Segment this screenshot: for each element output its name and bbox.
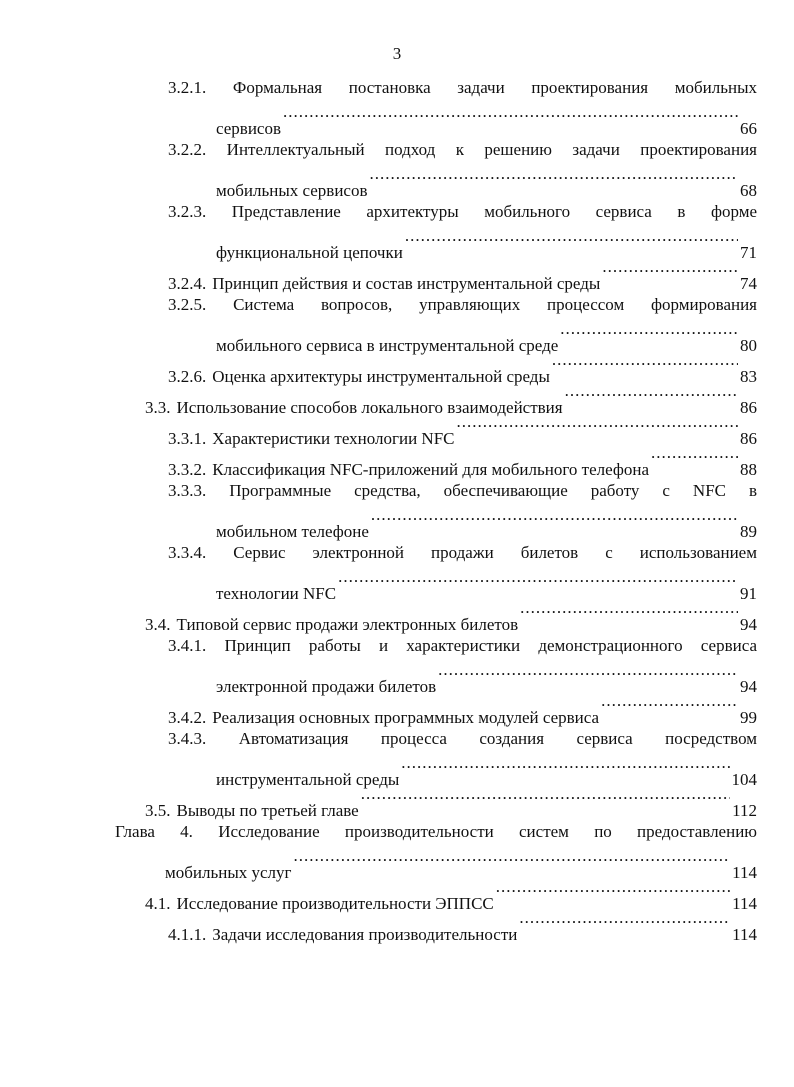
toc-entry-title: Автоматизация процесса создания сервиса посредством — [238, 729, 757, 748]
toc-entry-number: 3.4.1. — [168, 636, 207, 655]
toc-page-number: 112 — [732, 801, 757, 820]
toc-entry-line — [115, 847, 757, 882]
toc-page-number: 114 — [732, 894, 757, 913]
toc-entry-title: Принцип работы и характеристики демонстрационного сервиса — [224, 636, 757, 655]
toc-entry[interactable] — [145, 599, 757, 634]
toc-entry[interactable] — [168, 475, 757, 541]
toc-entry-title: Выводы по третьей главе — [176, 801, 359, 820]
dot-leader — [552, 351, 738, 382]
toc-entry-title: Принцип действия и состав инструментальной среды — [212, 274, 601, 293]
dot-leader — [560, 320, 738, 351]
toc-entry-number: 3.2.1. — [168, 78, 207, 97]
toc-entry-line — [168, 692, 757, 727]
toc-entry-line — [168, 413, 757, 448]
dot-leader — [651, 444, 738, 475]
dot-leader — [401, 754, 729, 785]
page-number: 3 — [392, 44, 402, 63]
dot-leader — [520, 599, 738, 630]
toc-page-number: 94 — [740, 615, 757, 634]
toc-entry-number: 3.3.2. — [168, 460, 207, 479]
toc-entry-title: технологии NFC — [216, 584, 337, 603]
dot-leader — [294, 847, 731, 878]
toc-entry-number: 3.2.5. — [168, 295, 207, 314]
toc-entry[interactable] — [168, 444, 757, 479]
toc-entry-line — [168, 134, 757, 165]
toc-entry-title: Система вопросов, управляющих процессом формирования — [233, 295, 757, 314]
toc-page-number: 86 — [740, 429, 757, 448]
toc-entry-number: 4.1.1. — [168, 925, 207, 944]
dot-leader — [371, 506, 738, 537]
toc-entry-line — [168, 909, 757, 944]
toc-entry-title: Интеллектуальный подход к решению задачи проектирования — [226, 140, 757, 159]
toc-page-number: 71 — [740, 243, 757, 262]
toc-entry-line — [168, 320, 757, 355]
toc-entry-line — [168, 351, 757, 386]
toc-entry-number: 3.3.4. — [168, 543, 207, 562]
toc-entry-line — [145, 785, 757, 820]
toc-entry-title: Исследование производительности систем по предоставлению — [218, 822, 757, 841]
toc-page-number: 74 — [740, 274, 757, 293]
toc-entry-number: 3.3.3. — [168, 481, 207, 500]
toc-page-number: 94 — [740, 677, 757, 696]
toc-entry-line — [168, 289, 757, 320]
toc-entry-title: электронной продажи билетов — [216, 677, 437, 696]
dot-leader — [370, 165, 738, 196]
toc-page-number: 89 — [740, 522, 757, 541]
toc-entry-line — [168, 630, 757, 661]
toc-entry-title: Реализация основных программных модулей сервиса — [212, 708, 600, 727]
toc-entry-line — [168, 196, 757, 227]
toc-entry-title: Характеристики технологии NFC — [212, 429, 455, 448]
toc-entry-title: мобильных услуг — [165, 863, 292, 882]
dot-leader — [519, 909, 730, 940]
toc-entry-number: 3.5. — [145, 801, 171, 820]
toc-entry-line — [145, 599, 757, 634]
toc-entry-number: 3.2.3. — [168, 202, 207, 221]
toc-entry-number: 3.4. — [145, 615, 171, 634]
toc-page-number: 66 — [740, 119, 757, 138]
toc-entry-line — [168, 754, 757, 789]
toc-entry-line — [168, 475, 757, 506]
toc-entry[interactable] — [145, 382, 757, 417]
toc-page-number: 88 — [740, 460, 757, 479]
toc-entry-title: Программные средства, обеспечивающие работу с NFC в — [229, 481, 757, 500]
toc-entry-title: Классификация NFC-приложений для мобильного телефона — [212, 460, 650, 479]
toc-entry[interactable] — [168, 630, 757, 696]
toc-page-number: 104 — [731, 770, 757, 789]
toc-entry-number: 3.4.3. — [168, 729, 207, 748]
toc-entry[interactable] — [168, 289, 757, 355]
toc-entry-title: сервисов — [216, 119, 281, 138]
toc-entry[interactable] — [168, 413, 757, 448]
dot-leader — [438, 661, 738, 692]
dot-leader — [602, 258, 738, 289]
toc-entry-title: Представление архитектуры мобильного сервиса в форме — [231, 202, 758, 221]
toc-entry-line — [168, 103, 757, 138]
toc-page-number: 86 — [740, 398, 757, 417]
toc-entry[interactable] — [168, 72, 758, 138]
toc-entry-number: 3.2.4. — [168, 274, 207, 293]
toc-entry-line — [168, 165, 757, 200]
toc-entry[interactable] — [145, 878, 757, 913]
toc-page-number: 68 — [740, 181, 757, 200]
toc-entry-title: мобильного сервиса в инструментальной среде — [216, 336, 559, 355]
toc-page-number: 91 — [740, 584, 757, 603]
toc-entry-line — [115, 816, 757, 847]
toc-entry-title: мобильном телефоне — [216, 522, 369, 541]
toc-entry[interactable] — [168, 196, 758, 262]
toc-page-number: 114 — [732, 863, 757, 882]
toc-entry-line — [168, 723, 757, 754]
toc-entry-line — [168, 661, 757, 696]
toc-entry-title: Сервис электронной продажи билетов с использованием — [233, 543, 757, 562]
dot-leader — [601, 692, 738, 723]
toc-entry-number: Глава 4. — [115, 822, 193, 841]
dot-leader — [283, 103, 738, 134]
dot-leader — [457, 413, 739, 444]
toc-entry[interactable] — [168, 537, 757, 603]
toc-entry-line — [145, 382, 757, 417]
toc-entry-number: 3.3.1. — [168, 429, 207, 448]
toc-entry-line — [168, 537, 757, 568]
toc-entry-number: 4.1. — [145, 894, 171, 913]
toc-entry-title: Оценка архитектуры инструментальной среды — [212, 367, 550, 386]
toc-entry-line — [168, 72, 757, 103]
toc-entry-title: Формальная постановка задачи проектирования мобильных — [232, 78, 758, 97]
toc-entry[interactable] — [168, 351, 757, 386]
dot-leader — [496, 878, 730, 909]
toc-entry[interactable] — [168, 909, 757, 944]
toc-entry-title: Использование способов локального взаимодействия — [176, 398, 563, 417]
toc-entry-title: Задачи исследования производительности — [212, 925, 518, 944]
toc-entry-title: инструментальной среды — [216, 770, 400, 789]
toc-entry[interactable] — [115, 816, 757, 882]
toc-entry-number: 3.2.2. — [168, 140, 207, 159]
toc-entry-number: 3.4.2. — [168, 708, 207, 727]
toc-entry-number: 3.3. — [145, 398, 171, 417]
toc-entry-title: Исследование производительности ЭППСС — [176, 894, 494, 913]
toc-entry-line — [168, 258, 757, 293]
dot-leader — [361, 785, 730, 816]
toc-entry-title: функциональной цепочки — [216, 243, 403, 262]
toc-entry-line — [168, 227, 757, 262]
dot-leader — [405, 227, 738, 258]
toc-page-number: 99 — [740, 708, 757, 727]
toc-page-number: 80 — [740, 336, 757, 355]
toc-entry-line — [168, 568, 757, 603]
toc-entry[interactable] — [168, 258, 757, 293]
toc-entry-line — [168, 444, 757, 479]
toc-page-number: 83 — [740, 367, 757, 386]
toc-entry-line — [168, 506, 757, 541]
toc-entry-number: 3.2.6. — [168, 367, 207, 386]
dot-leader — [565, 382, 738, 413]
toc-entry[interactable] — [168, 134, 757, 200]
toc-page-number: 114 — [732, 925, 757, 944]
toc-entry-title: Типовой сервис продажи электронных билетов — [176, 615, 519, 634]
toc-entry[interactable] — [168, 723, 757, 789]
toc-entry[interactable] — [168, 692, 757, 727]
toc-entry-title: мобильных сервисов — [216, 181, 368, 200]
toc-entry-line — [145, 878, 757, 913]
dot-leader — [338, 568, 738, 599]
toc-entry[interactable] — [145, 785, 757, 820]
